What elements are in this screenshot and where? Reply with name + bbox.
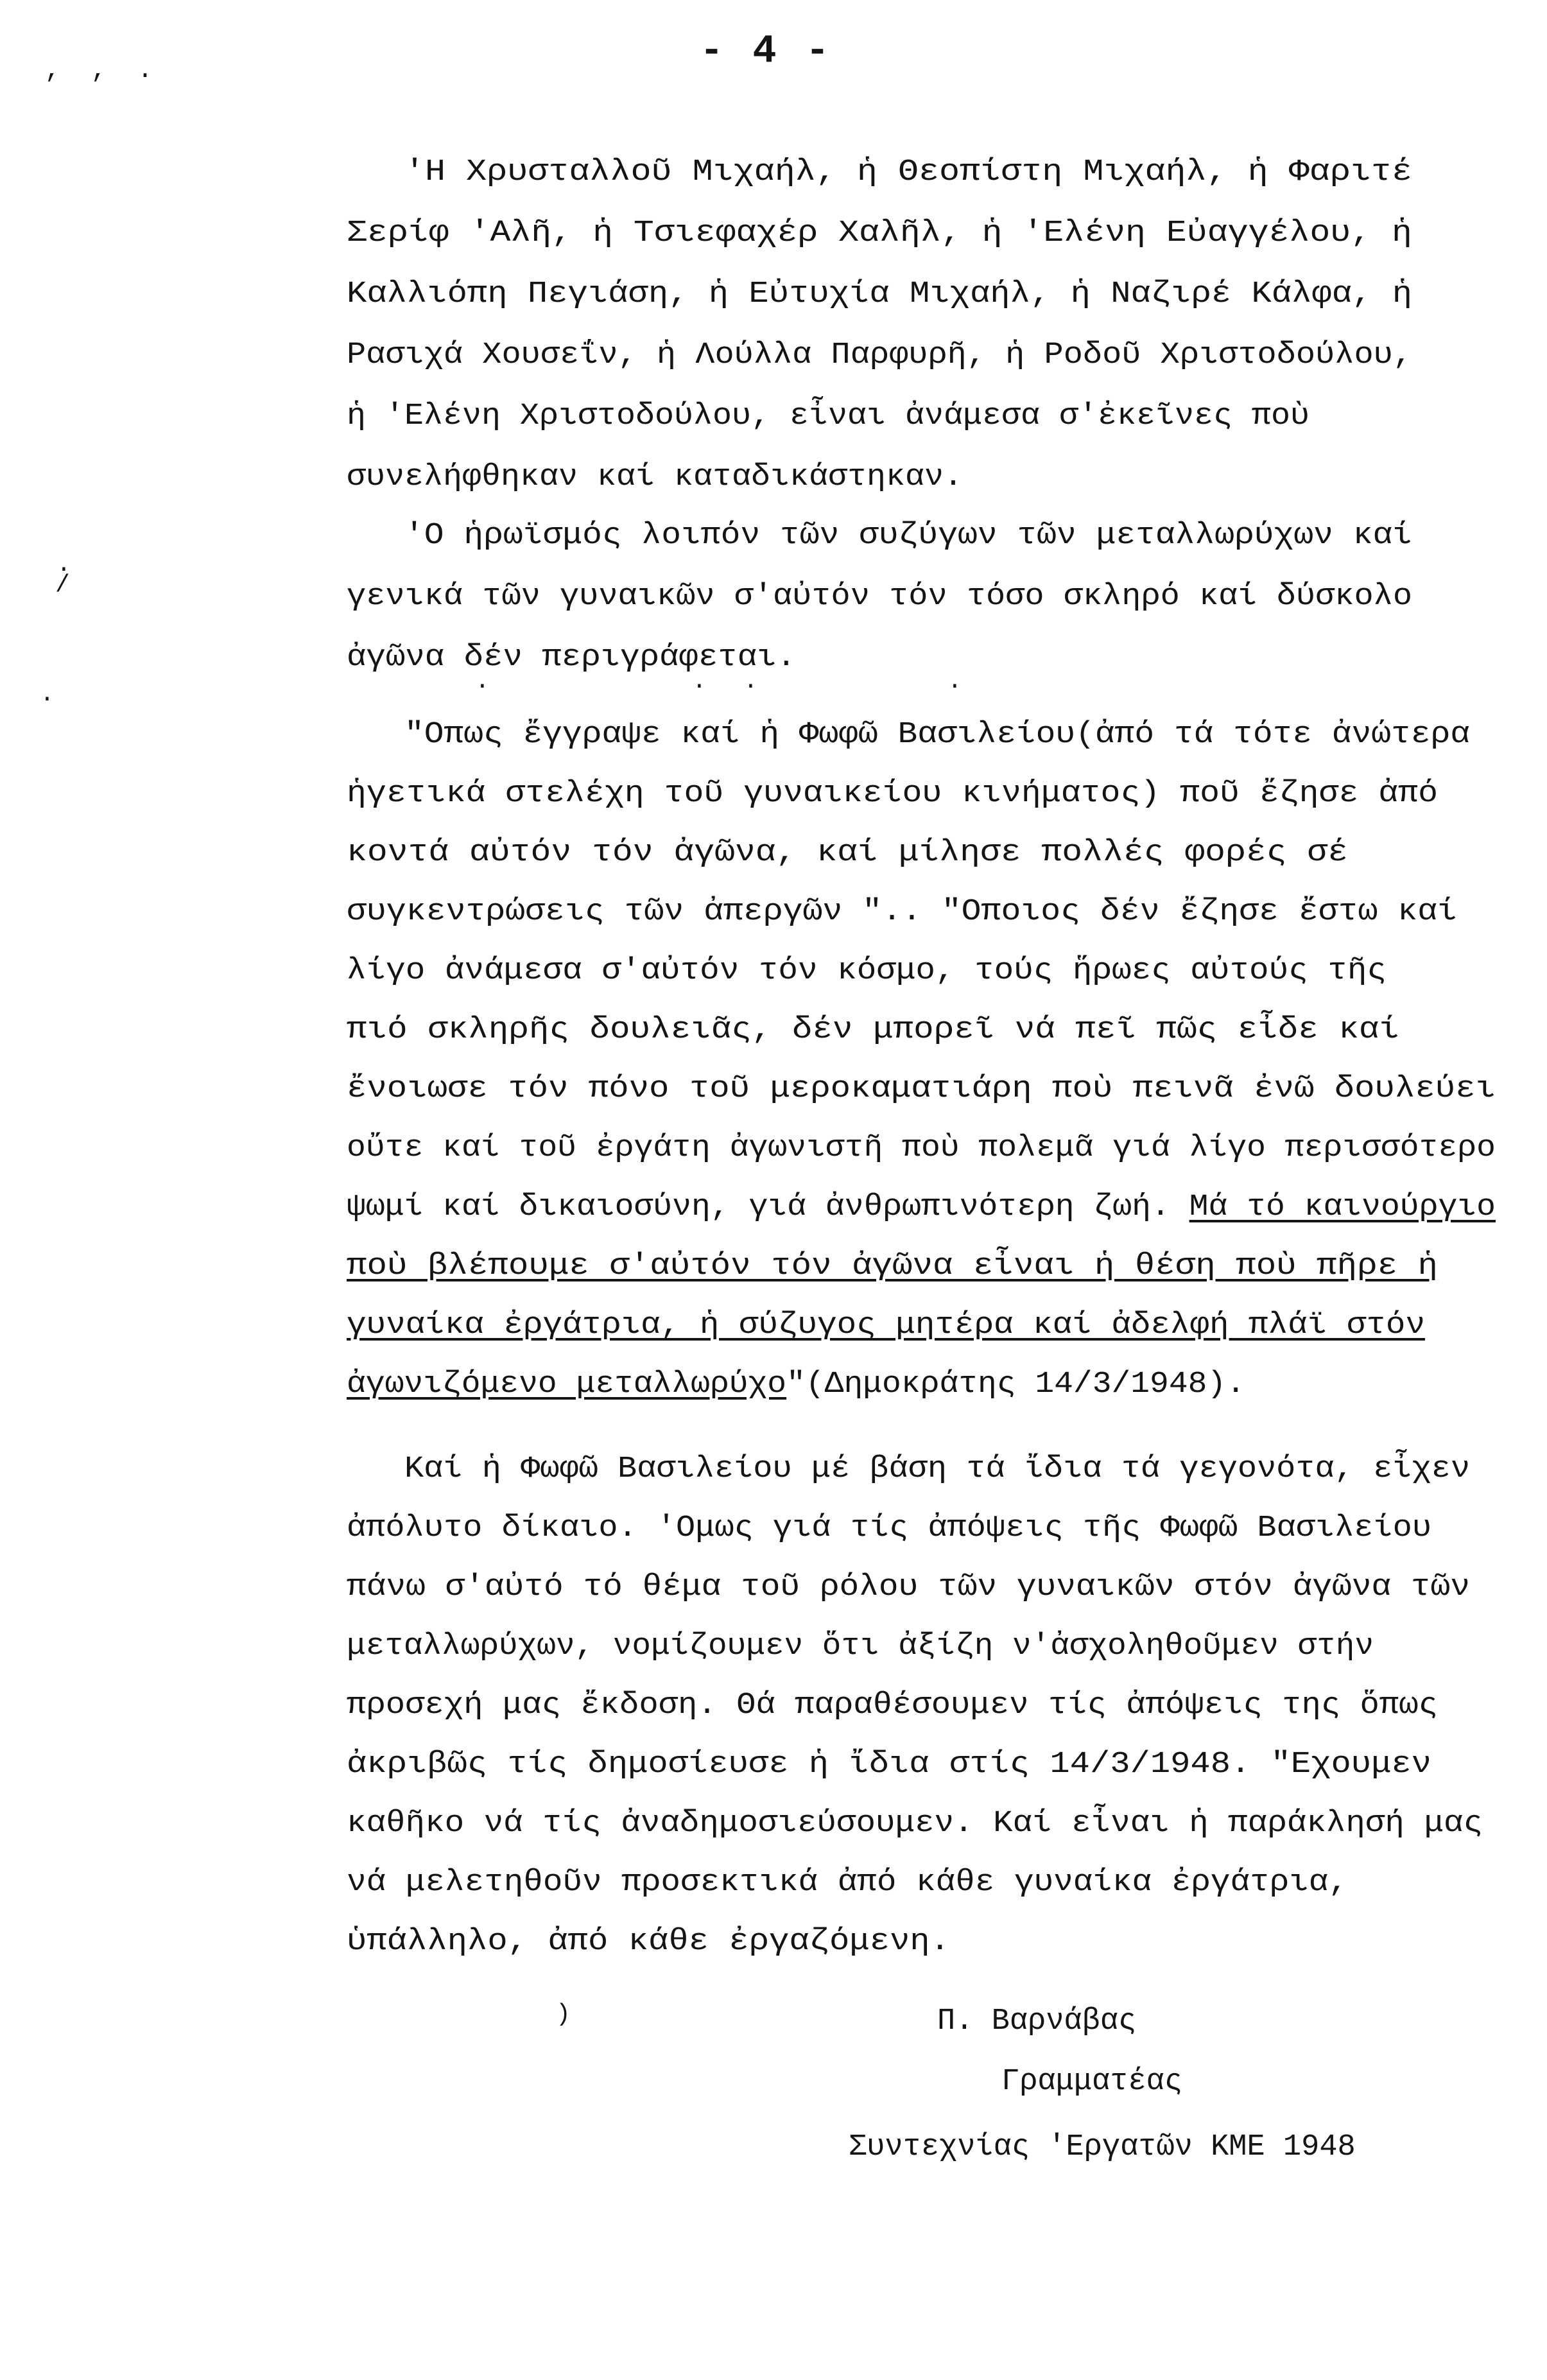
- line-text: καθῆκο νά τίς ἀναδημοσιεύσουμεν. Καί εἶναι ἡ παράκλησή μας: [347, 1807, 1483, 1841]
- text-line: [404, 154, 1412, 193]
- line-text: Ρασιχά Χουσεΐν, ἡ Λούλλα Παρφυρῆ, ἡ Ροδοῦ Χριστοδούλου,: [347, 338, 1413, 372]
- speck: .: [40, 681, 55, 708]
- line-text: ὑπάλληλο, ἀπό κάθε ἐργαζόμενη.: [347, 1925, 950, 1959]
- text-line: [347, 337, 1412, 376]
- speck: .: [692, 668, 707, 695]
- text-line: [347, 1307, 1425, 1346]
- text-line: [347, 776, 1438, 814]
- text-line: [347, 1569, 1470, 1608]
- text-line: [347, 1687, 1438, 1726]
- line-text: ἡ 'Ελένη Χριστοδούλου, εἶναι ἀνάμεσα σ'ἐκεῖνες ποὺ: [347, 399, 1310, 433]
- line-text: Καλλιόπη Πεγιάση, ἡ Εὐτυχία Μιχαήλ, ἡ Ναζιρέ Κάλφα, ἡ: [347, 277, 1413, 311]
- line-text: Καί ἡ Φωφῶ Βασιλείου μέ βάση τά ἴδια τά γεγονότα, εἶχεν: [404, 1452, 1471, 1486]
- line-text: ψωμί καί δικαιοσύνη, γιά ἀνθρωπινότερη ζωή.: [347, 1190, 1189, 1224]
- speck: .: [947, 668, 962, 695]
- line-text: "(Δημοκράτης 14/3/1948).: [786, 1368, 1246, 1402]
- text-line: [347, 215, 1412, 254]
- text-line: [404, 717, 1470, 755]
- text-line: [347, 1130, 1496, 1168]
- line-text: λίγο ἀνάμεσα σ'αὐτόν τόν κόσμο, τούς ἥρωες αὐτούς τῆς: [347, 954, 1387, 988]
- underlined-text: Μά τό καινούργιο: [1189, 1190, 1496, 1224]
- text-line: [347, 1248, 1438, 1287]
- text-line: [347, 894, 1457, 932]
- underlined-text: ποὺ βλέπουμε σ'αὐτόν τόν ἀγῶνα εἶναι ἡ θέση ποὺ πῆρε ἡ: [347, 1249, 1439, 1283]
- line-text: συνελήφθηκαν καί καταδικάστηκαν.: [347, 460, 964, 494]
- text-line: [347, 1924, 950, 1962]
- text-line: [347, 1628, 1374, 1667]
- text-line: [347, 276, 1412, 315]
- line-text: συγκεντρώσεις τῶν ἀπεργῶν ".. "Οποιος δέν ἔζησε ἔστω καί: [347, 895, 1457, 929]
- text-line: [347, 1366, 1245, 1405]
- text-line: [404, 1451, 1470, 1490]
- line-text: ἔνοιωσε τόν πόνο τοῦ μεροκαματιάρη ποὺ πεινᾶ ἐνῶ δουλεύει: [347, 1072, 1496, 1106]
- line-text: ἀκριβῶς τίς δημοσίευσε ἡ ἴδια στίς 14/3/1948. "Εχουμεν: [347, 1748, 1431, 1782]
- signature-title: Γραμματέας: [1001, 2065, 1183, 2099]
- signature-name: Π. Βαρνάβας: [937, 2004, 1137, 2038]
- text-line: [347, 835, 1348, 873]
- line-text: "Οπως ἔγγραψε καί ἡ Φωφῶ Βασιλείου(ἀπό τά τότε ἀνώτερα: [404, 718, 1470, 752]
- text-line: [347, 459, 963, 498]
- line-text: πάνω σ'αὐτό τό θέμα τοῦ ρόλου τῶν γυναικῶν στόν ἀγῶνα τῶν: [347, 1570, 1470, 1604]
- line-text: πιό σκληρῆς δουλειᾶς, δέν μπορεῖ νά πεῖ πῶς εἶδε καί: [347, 1013, 1399, 1047]
- line-text: ἡγετικά στελέχη τοῦ γυναικείου κινήματος) ποῦ ἔζησε ἀπό: [347, 777, 1439, 811]
- text-line: [347, 1864, 1348, 1903]
- underlined-text: ἀγωνιζόμενο μεταλλωρύχο: [347, 1368, 787, 1402]
- speck: ): [556, 2001, 571, 2028]
- text-line: [347, 398, 1309, 437]
- speck: .: [56, 551, 71, 578]
- line-text: ἀπόλυτο δίκαιο. 'Ομως γιά τίς ἀπόψεις τῆς Φωφῶ Βασιλείου: [347, 1511, 1432, 1545]
- signature-organization: Συντεχνίας 'Εργατῶν ΚΜΕ 1948: [849, 2130, 1356, 2164]
- text-line: [347, 1510, 1431, 1549]
- text-line: [347, 1071, 1496, 1109]
- text-line: [347, 1805, 1483, 1844]
- line-text: 'Η Χρυσταλλοῦ Μιχαήλ, ἡ Θεοπίστη Μιχαήλ, ἡ Φαριτέ: [404, 155, 1412, 189]
- line-text: 'Ο ἡρωϊσμός λοιπόν τῶν συζύγων τῶν μεταλλωρύχων καί: [404, 519, 1413, 553]
- line-text: οὔτε καί τοῦ ἐργάτη ἀγωνιστῆ ποὺ πολεμᾶ γιά λίγο περισσότερο: [347, 1131, 1496, 1165]
- text-line: [347, 1746, 1431, 1785]
- line-text: ἀγῶνα δέν περιγράφεται.: [347, 641, 797, 675]
- text-line: [347, 1012, 1399, 1050]
- text-line: [347, 639, 796, 678]
- speck: /: [55, 571, 70, 599]
- line-text: γενικά τῶν γυναικῶν σ'αὐτόν τόν τόσο σκληρό καί δύσκολο: [347, 580, 1413, 614]
- line-text: μεταλλωρύχων, νομίζουμεν ὅτι ἀξίζη ν'ἀσχοληθοῦμεν στήν: [347, 1629, 1374, 1663]
- line-text: κοντά αὐτόν τόν ἀγῶνα, καί μίλησε πολλές φορές σέ: [347, 836, 1349, 870]
- line-text: Σερίφ 'Αλῆ, ἡ Τσιεφαχέρ Χαλῆλ, ἡ 'Ελένη Εὐαγγέλου, ἡ: [347, 216, 1412, 250]
- line-text: προσεχή μας ἔκδοση. Θά παραθέσουμεν τίς ἀπόψεις της ὅπως: [347, 1689, 1438, 1723]
- speck: .: [743, 668, 758, 695]
- text-line: [347, 1189, 1496, 1228]
- text-line: [404, 517, 1412, 556]
- text-line: [347, 578, 1412, 617]
- stray-marks: , , .: [45, 56, 161, 85]
- speck: .: [475, 668, 490, 695]
- text-line: [347, 953, 1387, 991]
- underlined-text: γυναίκα ἐργάτρια, ἡ σύζυγος μητέρα καί ἀδελφή πλάϊ στόν: [347, 1308, 1426, 1342]
- page-number: - 4 -: [700, 28, 833, 74]
- line-text: νά μελετηθοῦν προσεκτικά ἀπό κάθε γυναίκα ἐργάτρια,: [347, 1866, 1348, 1900]
